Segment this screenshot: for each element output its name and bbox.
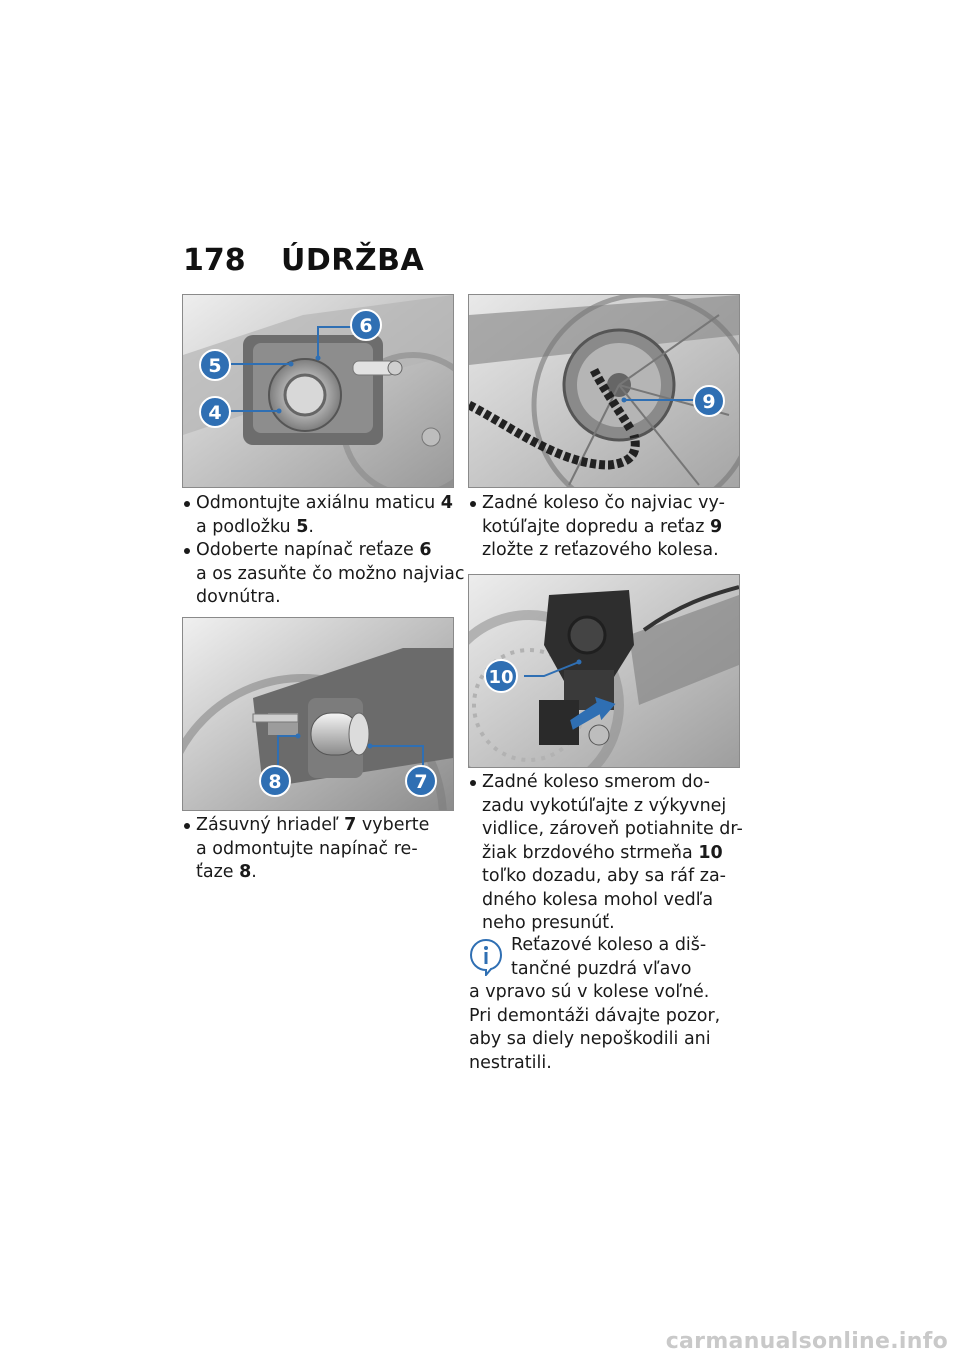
step-text: . — [251, 862, 257, 882]
page-header — [183, 243, 424, 283]
steps-axle — [183, 492, 465, 610]
note-text: nestratili. — [469, 1052, 552, 1073]
step-text: ťaze — [196, 862, 240, 882]
figure-brake-caliper — [468, 574, 740, 768]
callout-9 — [694, 386, 724, 416]
step-text: žiak brzdového strmeňa — [482, 842, 699, 863]
ref-9: 9 — [709, 516, 723, 537]
step-remove-chain — [469, 492, 739, 563]
svg-text:5: 5 — [208, 355, 222, 377]
step-remove-tensioner — [183, 539, 465, 610]
figure-axle-nut-image — [183, 295, 453, 487]
step-roll-out-wheel — [469, 771, 743, 936]
note-text: Pri demontáži dávajte pozor, — [469, 1005, 721, 1026]
note-text: a vpravo sú v kolese voľné. — [469, 982, 710, 1002]
steps-wheel — [469, 771, 743, 936]
ref-6: 6 — [419, 540, 432, 560]
callout-6 — [351, 310, 381, 340]
step-text: vidlice, zároveň potiahnite dr- — [482, 819, 743, 839]
ref-4: 4 — [440, 493, 453, 513]
step-text: a odmontujte napínač re- — [196, 838, 418, 859]
step-text: Odmontujte axiálnu maticu — [196, 493, 441, 513]
note-text: tančné puzdrá vľavo — [511, 958, 692, 979]
figure-brake-caliper-image — [469, 575, 739, 767]
callout-8 — [260, 766, 290, 796]
page-number: 178 — [183, 243, 246, 278]
svg-text:4: 4 — [208, 402, 222, 424]
section-title: ÚDRŽBA — [281, 243, 425, 278]
callout-7 — [406, 766, 436, 796]
figure-shaft-image — [183, 618, 453, 810]
step-text: Zadné koleso čo najviac vy- — [482, 493, 725, 513]
figure-shaft — [182, 617, 454, 811]
figure-axle-nut — [182, 294, 454, 488]
svg-text:6: 6 — [359, 315, 373, 337]
steps-chain — [469, 492, 739, 563]
callout-10 — [485, 660, 517, 692]
step-text: Odoberte napínač reťaze — [196, 540, 420, 560]
note-text: Reťazové koleso a diš- — [511, 935, 707, 955]
figure-chain-image — [469, 295, 739, 487]
step-text: Zásuvný hriadeľ — [196, 815, 345, 835]
ref-7: 7 — [344, 815, 357, 835]
svg-text:8: 8 — [268, 771, 282, 793]
step-text: toľko dozadu, aby sa ráf za- — [482, 866, 726, 886]
step-text: a os zasuňte čo možno najviac — [196, 563, 465, 584]
step-text: neho presunúť. — [482, 913, 615, 933]
step-text: . — [308, 516, 314, 537]
step-text: zadu vykotúľajte z výkyvnej — [482, 795, 727, 816]
info-note — [469, 934, 739, 1075]
callout-4 — [200, 397, 230, 427]
step-text: kotúľajte dopredu a reťaz — [482, 516, 710, 537]
steps-shaft — [183, 814, 453, 885]
step-text: a podložku — [196, 516, 297, 537]
step-text: zložte z reťazového kolesa. — [482, 540, 719, 560]
note-text: aby sa diely nepoškodili ani — [469, 1029, 711, 1049]
step-text: dného kolesa mohol vedľa — [482, 889, 714, 910]
ref-10: 10 — [698, 842, 723, 863]
step-remove-shaft — [183, 814, 453, 885]
ref-5: 5 — [296, 516, 309, 537]
watermark: carmanualsonline.info — [665, 1329, 948, 1354]
figure-chain — [468, 294, 740, 488]
svg-text:10: 10 — [488, 667, 514, 688]
svg-text:9: 9 — [702, 391, 716, 413]
step-text: dovnútra. — [196, 587, 281, 607]
step-text: vyberte — [356, 815, 430, 835]
step-text: Zadné koleso smerom do- — [482, 772, 710, 792]
svg-text:7: 7 — [414, 771, 428, 793]
step-remove-axle-nut — [183, 492, 453, 539]
ref-8: 8 — [239, 862, 252, 882]
callout-5 — [200, 350, 230, 380]
info-icon — [469, 938, 503, 976]
